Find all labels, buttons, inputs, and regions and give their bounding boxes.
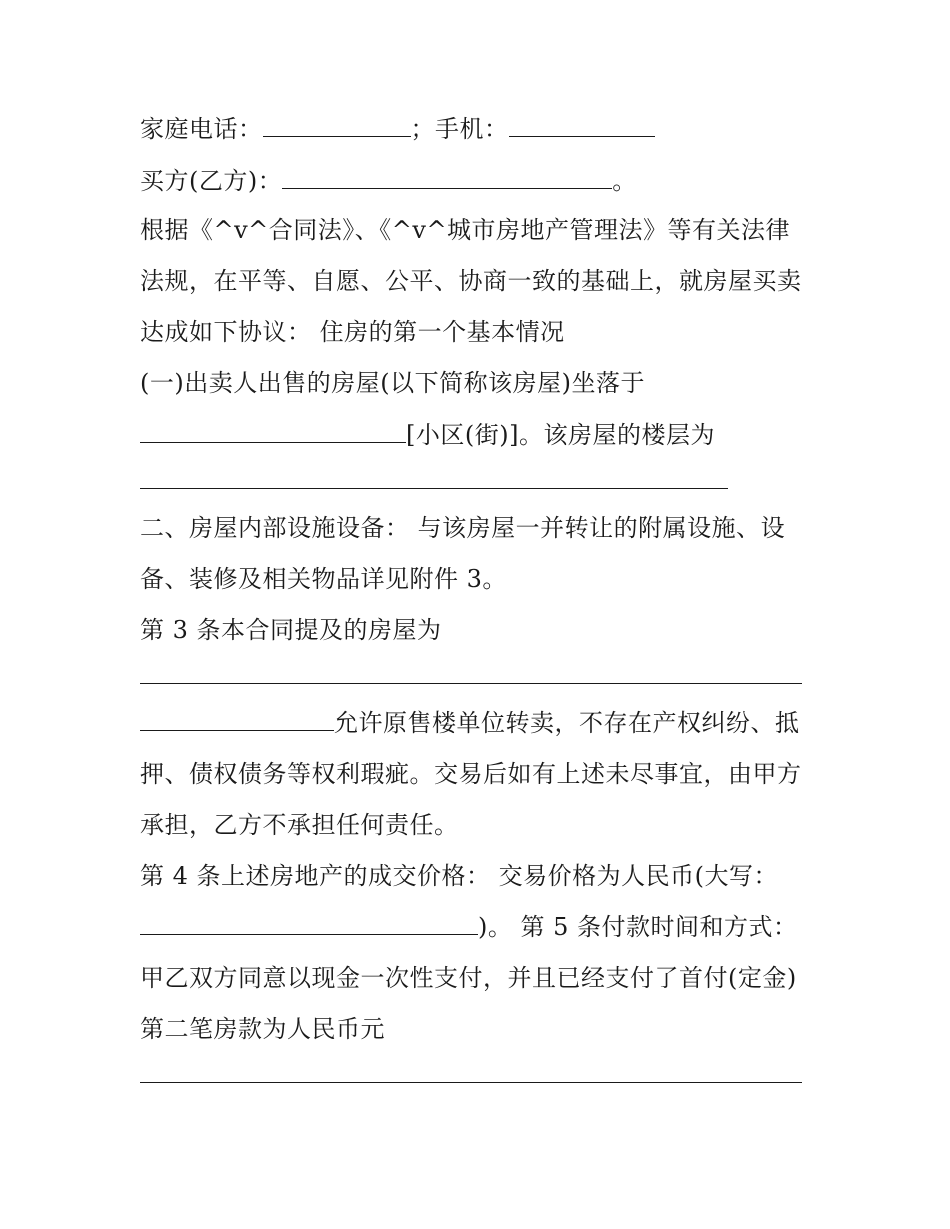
paragraph-line: 根据《^v^合同法》、《^v^城市房地产管理法》等有关法律 — [140, 216, 791, 244]
buyer-blank[interactable] — [282, 166, 612, 189]
transfer-line — [140, 708, 800, 738]
buyer-period: 。 — [612, 167, 637, 195]
price-words-blank[interactable] — [140, 912, 478, 935]
paragraph-line: 甲乙双方同意以现金一次性支付，并且已经支付了首付(定金) — [140, 964, 797, 992]
paragraph-line: 第 4 条上述房地产的成交价格： 交易价格为人民币(大写： — [140, 862, 779, 890]
paragraph-line: (一)出卖人出售的房屋(以下简称该房屋)坐落于 — [140, 369, 645, 397]
buyer-label: 买方(乙方)： — [140, 167, 283, 195]
home-phone-blank[interactable] — [263, 114, 411, 137]
paragraph-line: 第 3 条本合同提及的房屋为 — [140, 616, 442, 644]
price-line — [140, 912, 798, 942]
home-phone-label: 家庭电话： — [140, 115, 263, 143]
address-blank[interactable] — [140, 420, 406, 443]
community-line — [140, 420, 715, 450]
transfer-text: 允许原售楼单位转卖，不存在产权纠纷、抵 — [334, 709, 800, 737]
house-blank[interactable] — [140, 683, 802, 684]
community-text: [小区(街)]。该房屋的楼层为 — [406, 421, 715, 449]
paragraph-line: 二、房屋内部设施设备： 与该房屋一并转让的附属设施、设 — [140, 514, 786, 542]
mobile-label: ；手机： — [410, 115, 509, 143]
paragraph-line: 承担，乙方不承担任何责任。 — [140, 811, 459, 839]
mobile-blank[interactable] — [509, 114, 655, 137]
home-phone-line — [140, 114, 655, 144]
paragraph-line: 备、装修及相关物品详见附件 3。 — [140, 565, 507, 593]
paragraph-line: 法规，在平等、自愿、公平、协商一致的基础上，就房屋买卖 — [140, 267, 802, 295]
buyer-line — [140, 166, 637, 196]
transfer-blank[interactable] — [140, 708, 334, 731]
payment-heading: )。 第 5 条付款时间和方式： — [478, 913, 798, 941]
paragraph-line: 达成如下协议： 住房的第一个基本情况 — [140, 318, 565, 346]
paragraph-line: 第二笔房款为人民币元 — [140, 1015, 385, 1043]
second-payment-blank[interactable] — [140, 1082, 802, 1083]
paragraph-line: 押、债权债务等权利瑕疵。交易后如有上述未尽事宜，由甲方 — [140, 760, 802, 788]
floor-blank[interactable] — [140, 488, 728, 489]
